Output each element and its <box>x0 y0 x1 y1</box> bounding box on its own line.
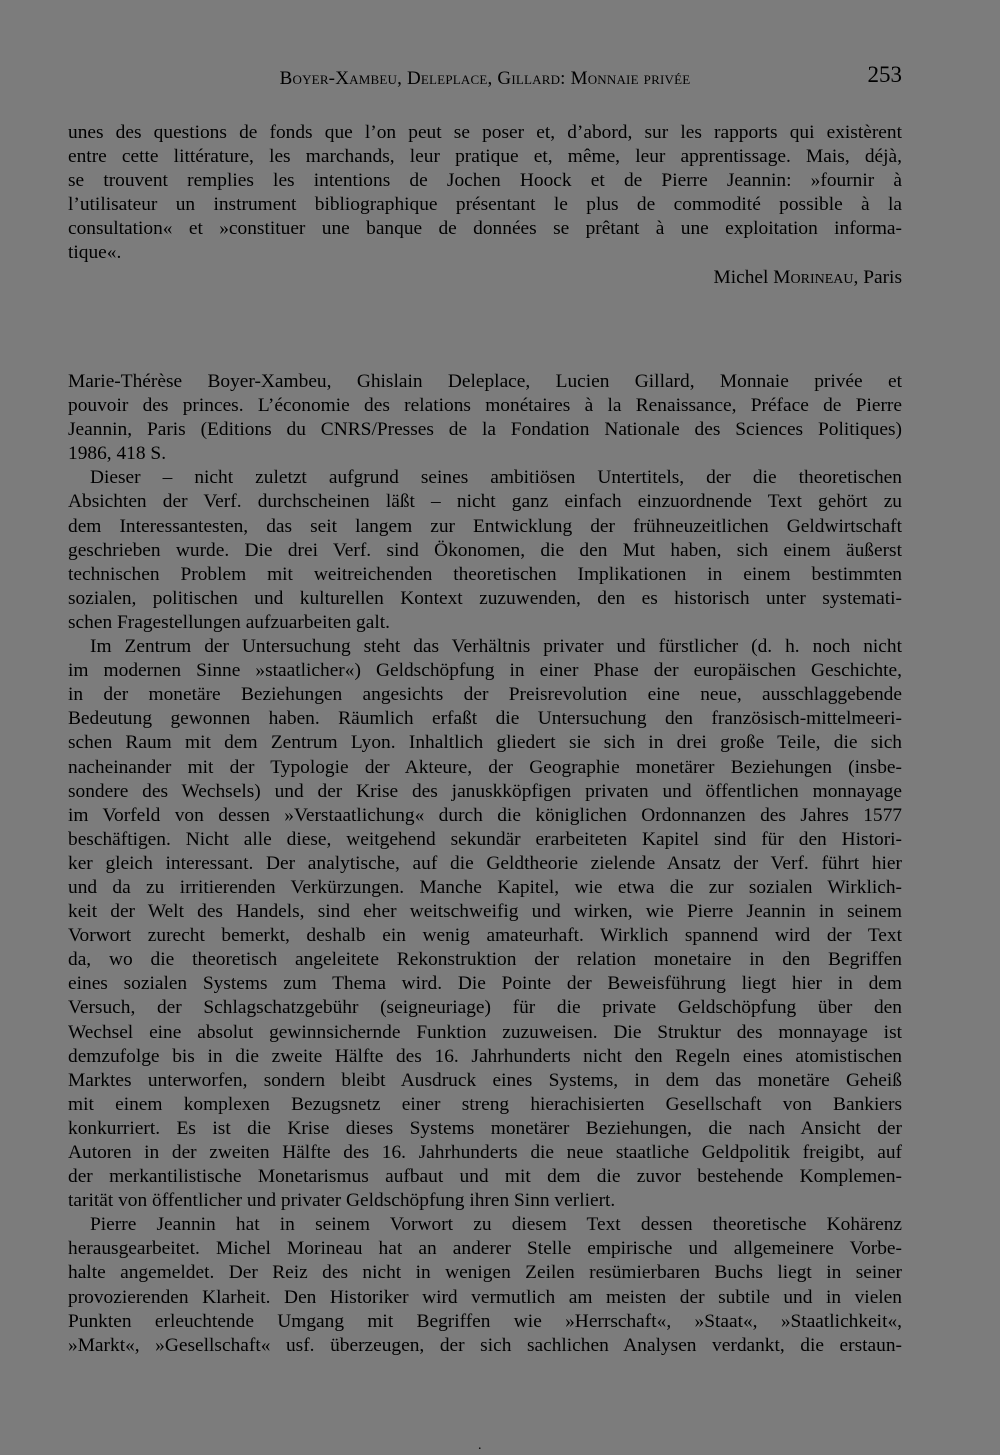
text-line: Absichten der Verf. durchscheinen läßt – nicht ganz einfach einzuordnende Text gehört zu <box>68 491 902 513</box>
text-line: in der monetäre Beziehungen angesichts der Preisrevolution eine neue, ausschlaggebende <box>68 684 902 706</box>
running-title: Boyer-Xambeu, Deleplace, Gillard: Monnaie privée <box>279 68 691 89</box>
text-line: der merkantilistische Monetarismus aufbaut und mit dem die zuvor bestehende Komplemen- <box>68 1166 902 1188</box>
text-line: geschrieben wurde. Die drei Verf. sind Ökonomen, die den Mut haben, sich einem äußerst <box>68 539 902 561</box>
text-line: ker gleich interessant. Der analytische, auf die Geldtheorie zielende Ansatz der Verf. führt hier <box>68 852 902 874</box>
text-line: technischen Problem mit weitreichenden theoretischen Implikationen in einem bestimmten <box>68 563 902 585</box>
text-line: herausgearbeitet. Michel Morineau hat an anderer Stelle empirische und allgemeinere Vorbe- <box>68 1238 902 1260</box>
text-line: dem Interessantesten, das seit langem zur Entwicklung der frühneuzeitlichen Geldwirtschaft <box>68 515 902 537</box>
text-line: im modernen Sinne »staatlicher«) Geldschöpfung in einer Phase der europäischen Geschichte, <box>68 660 902 682</box>
citation-line: pouvoir des princes. L’économie des relations monétaires à la Renaissance, Préface de Pierre <box>68 395 902 417</box>
text-line: Punkten erleuchtende Umgang mit Begriffen wie »Herrschaft«, »Staat«, »Staatlichkeit«, <box>68 1310 902 1332</box>
text-line: Pierre Jeannin hat in seinem Vorwort zu diesem Text dessen theoretische Kohärenz <box>90 1214 902 1236</box>
text-line: beschäftigen. Nicht alle diese, weitgehend sekundär erarbeiteten Kapitel sind für den Histori- <box>68 828 902 850</box>
review-2-block <box>68 370 902 1358</box>
review-1-block <box>68 121 902 290</box>
text-line: Wechsel eine absolut gewinnsichernde Funktion zuzuweisen. Die Struktur des monnayage ist <box>68 1021 902 1043</box>
text-line: sondere des Wechsels) und der Krise des januskköpfigen privaten und öffentlichen monnayage <box>68 780 902 802</box>
text-line: nacheinander mit der Typologie der Akteure, der Geographie monetärer Beziehungen (insbe- <box>68 756 902 778</box>
page-number: 253 <box>867 62 902 87</box>
text-line: konkurriert. Es ist die Krise dieses Systems monetärer Beziehungen, die nach Ansicht der <box>68 1117 902 1139</box>
review-2-paragraph-1 <box>68 466 902 635</box>
text-line: da, wo die theoretisch angeleitete Rekonstruktion der relation monetaire in den Begriffen <box>68 949 902 971</box>
text-line: Bedeutung gewonnen haben. Räumlich erfaßt die Untersuchung den französisch-mittelmeeri- <box>68 708 902 730</box>
citation-line: 1986, 418 S. <box>68 443 167 465</box>
page-header <box>68 62 902 96</box>
text-line: »Markt«, »Gesellschaft« usf. überzeugen, der sich sachlichen Analysen verdankt, die erstaun- <box>68 1334 902 1356</box>
text-line: demzufolge bis in die zweite Hälfte des 16. Jahrhunderts nicht den Regeln eines atomistischen <box>68 1045 902 1067</box>
citation-line: Marie-Thérèse Boyer-Xambeu, Ghislain Deleplace, Lucien Gillard, Monnaie privée et <box>68 371 902 392</box>
citation-line: Jeannin, Paris (Editions du CNRS/Presses de la Fondation Nationale des Sciences Politiques) <box>68 419 902 441</box>
text-line: se trouvent remplies les intentions de Jochen Hoock et de Pierre Jeannin: »fournir à <box>68 170 902 192</box>
text-line: Vorwort zurecht bemerkt, deshalb ein wenig amateurhaft. Wirklich spannend wird der Text <box>68 925 902 947</box>
footer-mark: . <box>478 1438 482 1453</box>
text-line: Im Zentrum der Untersuchung steht das Verhältnis privater und fürstlicher (d. h. noch nicht <box>90 636 902 658</box>
text-line: keit der Welt des Handels, sind eher weitschweifig und wirken, wie Pierre Jeannin in seinem <box>68 901 902 923</box>
text-line: schen Raum mit dem Zentrum Lyon. Inhaltlich gliedert sie sich in drei große Teile, die sich <box>68 732 902 754</box>
reviewer-signature <box>68 266 902 290</box>
text-line: Versuch, der Schlagschatzgebühr (seigneuriage) für die private Geldschöpfung über den <box>68 997 902 1019</box>
text-line: mit einem komplexen Bezugsnetz einer streng hierachisierten Gesellschaft von Bankiers <box>68 1093 902 1115</box>
review-2-paragraph-2 <box>68 635 902 1213</box>
text-line: tarität von öffentlicher und privater Geldschöpfung ihren Sinn verliert. <box>68 1190 616 1212</box>
text-line: halte angemeldet. Der Reiz des nicht in wenigen Zeilen resümierbaren Buchs liegt in seiner <box>68 1262 902 1284</box>
text-line: sozialen, politischen und kulturellen Kontext zuzuwenden, den es historisch unter systemati- <box>68 587 902 609</box>
text-line: provozierenden Klarheit. Den Historiker wird vermutlich am meisten der subtile und in vielen <box>68 1286 902 1308</box>
text-line: Dieser – nicht zuletzt aufgrund seines ambitiösen Untertitels, der die theoretischen <box>90 467 902 489</box>
review-1-paragraph <box>68 121 902 266</box>
reviewer-place: , Paris <box>853 266 902 288</box>
text-line: im Vorfeld von dessen »Verstaatlichung« durch die königlichen Ordonnanzen des Jahres 1577 <box>68 804 902 826</box>
book-citation <box>68 370 902 466</box>
text-line: eines sozialen Systems zum Thema wird. Die Pointe der Beweisführung liegt hier in dem <box>68 973 902 995</box>
text-line: consultation« et »constituer une banque de données se prêtant à une exploitation informa- <box>68 218 902 240</box>
text-line: schen Fragestellungen aufzuarbeiten galt. <box>68 611 390 633</box>
text-line: l’utilisateur un instrument bibliographique présentant le plus de commodité possible à la <box>68 194 902 216</box>
reviewer-first-name: Michel <box>713 266 769 288</box>
text-line: unes des questions de fonds que l’on peut se poser et, d’abord, sur les rapports qui existèrent <box>68 122 902 143</box>
text-line: tique«. <box>68 242 122 264</box>
review-2-paragraph-3 <box>68 1213 902 1358</box>
text-line: Marktes unterworfen, sondern bleibt Ausdruck eines Systems, in dem das monetäre Geheiß <box>68 1069 902 1091</box>
text-line: entre cette littérature, les marchands, leur pratique et, même, leur apprentissage. Mais, déjà, <box>68 146 902 168</box>
reviewer-surname: Morineau <box>773 266 854 288</box>
text-line: und da zu irritierenden Verkürzungen. Manche Kapitel, wie etwa die zur sozialen Wirklich- <box>68 876 902 898</box>
text-line: Autoren in der zweiten Hälfte des 16. Jahrhunderts die neue staatliche Geldpolitik freigibt, auf <box>68 1142 902 1163</box>
